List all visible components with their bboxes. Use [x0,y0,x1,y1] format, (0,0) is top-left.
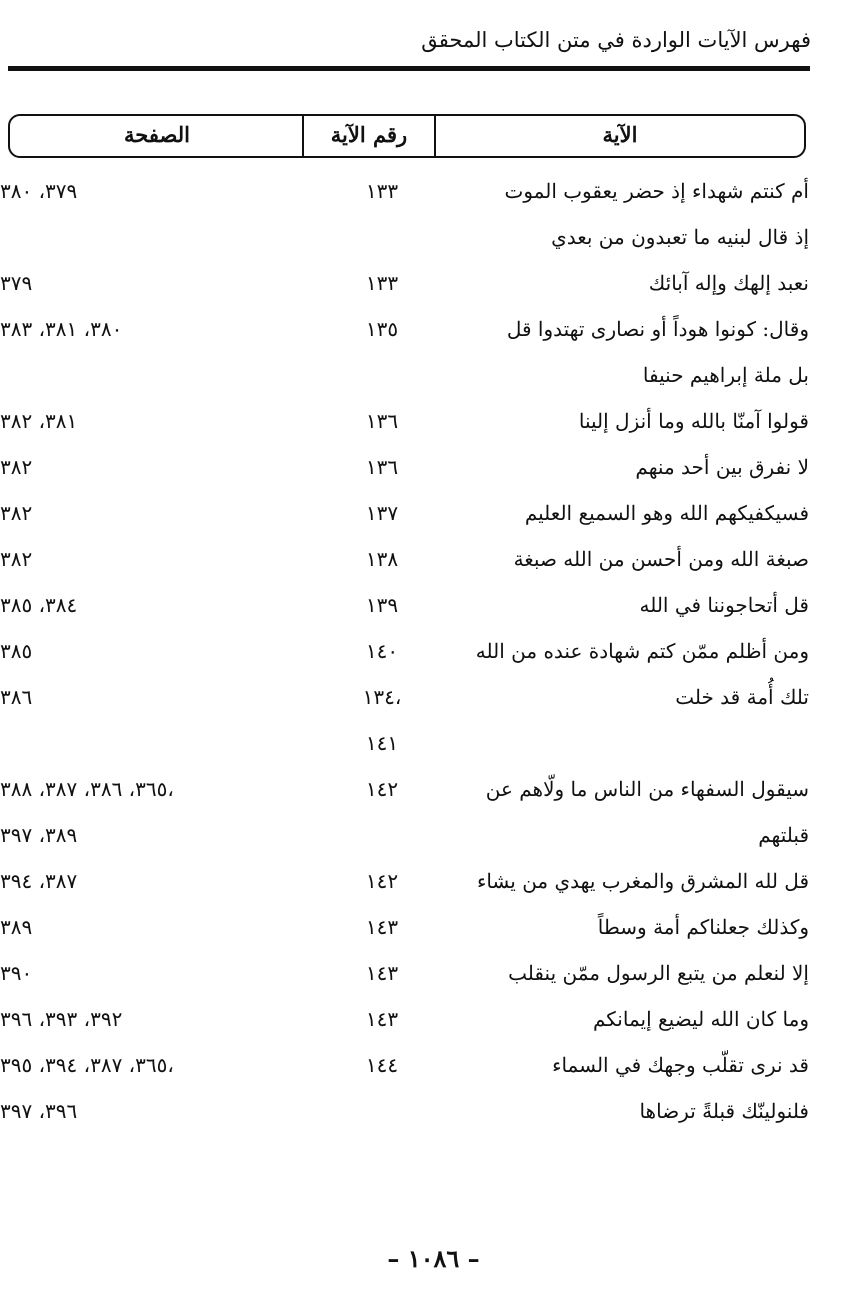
verse-text: لا نفرق بين أحد منهم [635,455,809,479]
table-row [0,536,867,582]
page-references: ٣٨٠، ٣٨١، ٣٨٣ [0,317,123,341]
verse-text: ومن أظلم ممّن كتم شهادة عنده من الله [475,639,809,663]
table-row [0,444,867,490]
verse-text: قد نرى تقلّب وجهك في السماء [552,1053,809,1077]
table-row [0,582,867,628]
verse-text: فسيكفيكهم الله وهو السميع العليم [524,501,809,525]
verse-number [327,352,437,398]
page-references: ٣٨٦ [0,685,33,709]
verse-number: ١٤٢ [365,869,399,893]
page-references: ٣٦٥، ٣٨٦، ٣٨٧، ٣٨٨، [0,777,174,801]
page-references: ٣٧٩ [0,271,33,295]
table-row [0,996,867,1042]
verse-number: ١٤٣ [365,1007,399,1031]
verse-number: ١٣٥ [365,317,399,341]
verse-text: فلنولينّك قبلةً ترضاها [639,1099,809,1123]
table-row [0,490,867,536]
page-references: ٣٨٩ [0,915,33,939]
table-row [0,1088,867,1134]
page-references: ٣٨٢ [0,455,33,479]
page-references: ٣٨٢ [0,547,33,571]
verse-text: قبلتهم [758,823,809,847]
verse-number: ١٤٠ [365,639,399,663]
verse-number: ١٤٣ [365,915,399,939]
verse-number [327,214,437,260]
page-references [0,214,305,260]
verse-number: ١٣٦ [365,455,399,479]
table-row [0,628,867,674]
page-references [0,720,305,766]
page-references: ٣٩٢، ٣٩٣، ٣٩٦ [0,1007,123,1031]
verse-number: ١٣٣ [365,179,399,203]
header-rule [8,66,810,71]
verse-text: وقال: كونوا هوداً أو نصارى تهتدوا قل [506,317,809,341]
verse-number: ١٣٨ [365,547,399,571]
verse-text: سيقول السفهاء من الناس ما ولّاهم عن [485,777,809,801]
page-references: ٣٨١، ٣٨٢ [0,409,78,433]
page-references: ٣٨٤، ٣٨٥ [0,593,78,617]
table-row [0,306,867,352]
page-references: ٣٦٥، ٣٨٧، ٣٩٤، ٣٩٥، [0,1053,174,1077]
verse-text: قولوا آمنّا بالله وما أنزل إلينا [578,409,809,433]
page-references: ٣٩٠ [0,961,33,985]
table-row [0,858,867,904]
table-row [0,720,867,766]
verse-text: قل أتحاجوننا في الله [639,593,809,617]
table-row [0,674,867,720]
page-references: ٣٩٦، ٣٩٧ [0,1099,78,1123]
verse-text: تلك أُمة قد خلت [675,685,809,709]
header-page: الصفحة [124,122,190,147]
header-verse-number: رقم الآية [302,116,436,156]
table-row [0,766,867,812]
page-references: ٣٧٩، ٣٨٠ [0,179,78,203]
verse-number: ١٣٣ [365,271,399,295]
verse-text: صبغة الله ومن أحسن من الله صبغة [513,547,809,571]
verse-number: ١٤٣ [365,961,399,985]
verse-number [327,812,437,858]
verse-number: ١٣٤، [362,685,402,709]
verse-number [327,1088,437,1134]
verse-text: نعبد إلهك وإله آبائك [648,271,809,295]
page-number: – ١٠٨٦ – [387,1244,480,1273]
table-row [0,812,867,858]
table-row [0,214,867,260]
running-head: فهرس الآيات الواردة في متن الكتاب المحقق [421,28,811,52]
verse-number: ١٤٤ [365,1053,399,1077]
page-references: ٣٨٧، ٣٩٤ [0,869,78,893]
verse-number: ١٤٢ [365,777,399,801]
verse-number: ١٣٦ [365,409,399,433]
table-header [8,114,806,158]
page-references: ٣٨٥ [0,639,33,663]
verse-number: ١٣٧ [365,501,399,525]
verse-number: ١٤١ [365,731,399,755]
verse-text [437,720,809,766]
page-references: ٣٨٩، ٣٩٧ [0,823,78,847]
verse-text: إذ قال لبنيه ما تعبدون من بعدي [551,225,809,249]
table-row [0,260,867,306]
page-references [0,352,305,398]
verse-text: وما كان الله ليضيع إيمانكم [592,1007,809,1031]
table-row [0,950,867,996]
index-table-body [0,168,867,1134]
verse-text: قل لله المشرق والمغرب يهدي من يشاء [476,869,809,893]
page-references: ٣٨٢ [0,501,33,525]
verse-text: إلا لنعلم من يتبع الرسول ممّن ينقلب [508,961,809,985]
verse-text: بل ملة إبراهيم حنيفا [642,363,809,387]
verse-text: أم كنتم شهداء إذ حضر يعقوب الموت [504,179,809,203]
table-row [0,904,867,950]
header-verse: الآية [602,122,638,147]
table-row [0,398,867,444]
verse-number: ١٣٩ [365,593,399,617]
verse-text: وكذلك جعلناكم أمة وسطاً [597,915,809,939]
table-row [0,168,867,214]
table-row [0,1042,867,1088]
table-row [0,352,867,398]
